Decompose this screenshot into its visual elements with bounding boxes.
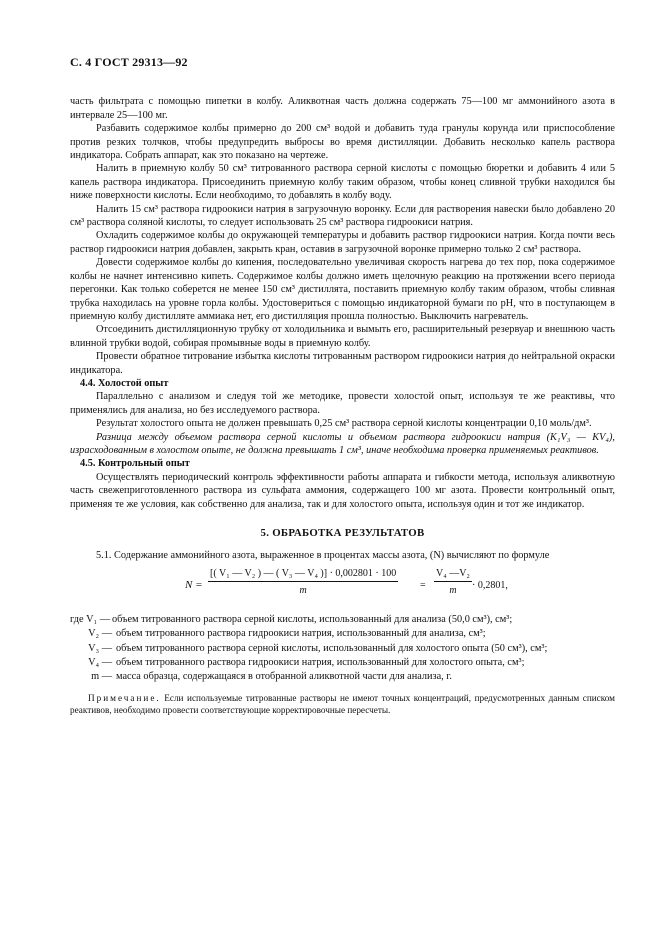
definition-item	[70, 642, 615, 655]
page-header: С. 4 ГОСТ 29313—92	[70, 55, 188, 69]
paragraph: Разбавить содержимое колбы примерно до 200 см³ водой и добавить туда гранулы корунда или приспособление против резких толчков, чтобы предупредить выбросы во время дистилляции. Добавить несколько капель раствора индикатора. Собрать аппарат, как это показано на чертеже.	[70, 123, 615, 162]
definitions-list	[70, 613, 615, 684]
definition-label: V₃ —	[88, 642, 112, 654]
definition-label: m —	[91, 671, 112, 683]
paragraph: Провести обратное титрование избытка кислоты титрованным раствором гидроокиси натрия до нейтральной окраски индикатора.	[70, 351, 615, 376]
paragraph: Довести содержимое колбы до кипения, последовательно увеличивая скорость нагрева до тех пор, пока содержимое колбы не начнет интенсивно кипеть. Содержимое колбы должно иметь щелочную реакцию на протяжении всего периода перегонки. Как только соберется не менее 150 см³ дистиллята, поставить приемную колбу таким образом, чтобы сливная трубка находилась на уровне горла колбы. Удостовериться с помощью индикаторной бумаги по pH, что в поступающем в приемную колбу дистилляте аммиака нет, его дистилляция прошла полностью. Выключить нагреватель.	[70, 257, 615, 322]
formula-equals: =	[420, 579, 426, 591]
definition-item	[70, 627, 615, 640]
paragraph: Налить 15 см³ раствора гидроокиси натрия в загрузочную воронку. Если для растворения навески было добавлено 20 см³ раствора соляной кислоты, то следует использовать 25 см³ раствора гидроокиси натрия.	[70, 203, 615, 229]
definition-text: объем титрованного раствора серной кислоты, использованный для холостого опыта (50 см³), см³;	[116, 642, 548, 654]
paragraph: Отсоединить дистилляционную трубку от холодильника и вымыть его, расширительный резервуар и внешнюю часть влинной трубки водой, собирая промывные воды в приемную колбу.	[70, 324, 615, 349]
definition-text: объем титрованного раствора серной кислоты, использованный для анализа (50,0 см³), см³;	[112, 613, 513, 625]
note-label: Примечание.	[88, 692, 161, 703]
definition-item	[70, 656, 615, 669]
paragraph: Охладить содержимое колбы до окружающей температуры и добавить раствор гидроокиси натрия. Когда почти весь раствор гидроокиси натрия добавлен, закрыть кран, оставив в загрузочной воронке примерно только 2 см³ раствора.	[70, 230, 615, 255]
section-title-5: 5. ОБРАБОТКА РЕЗУЛЬТАТОВ	[260, 527, 425, 539]
note-text: Если используемые титрованные растворы не имеют точных концентраций, предусмотренных данным списком реактивов, необходимо провести соответствующие корректировочные пересчеты.	[70, 692, 615, 716]
definition-label: V₄ —	[88, 657, 112, 669]
paragraph: Налить в приемную колбу 50 см³ титрованного раствора серной кислоты с помощью бюретки и добавить 4 или 5 капель раствора индикатора. Присоединить приемную колбу таким образом, чтобы конец сливной трубки находился бы ниже поверхности кислоты. Если необходимо, то добавлять в колбу воду.	[70, 163, 615, 202]
paragraph: Результат холостого опыта не должен превышать 0,25 см³ раствора серной кислоты концентрации 0,10 моль/дм³.	[96, 418, 592, 430]
paragraph: Параллельно с анализом и следуя той же методике, провести холостой опыт, используя те же реактивы, что применялись для анализа, но без исследуемого раствора.	[70, 391, 615, 416]
paragraph: 5.1. Содержание аммонийного азота, выраженное в процентах массы азота, (N) вычисляют по формуле	[96, 550, 550, 562]
document-page	[70, 56, 615, 716]
subsection-title-4-4: 4.4. Холостой опыт	[80, 377, 169, 389]
paragraph: часть фильтрата с помощью пипетки в колбу. Аликвотная часть должна содержать 75—100 мг аммонийного азота в интервале 25—100 мг.	[70, 96, 615, 121]
formula-tail: · 0,2801,	[472, 579, 508, 591]
paragraph: Осуществлять периодический контроль эффективности работы аппарата и гибкости метода, используя аликвотную часть свежеприготовленного раствора из сульфата аммония, содержащего 100 мг азота. Провести контрольный опыт, применяя те же условия, как собственно для анализа, так и для холостого опыта, используя один и тот же индикатор.	[70, 471, 615, 510]
definition-text: масса образца, содержащаяся в отобранной аликвотной части для анализа, г.	[116, 671, 452, 683]
subsection-title-4-5: 4.5. Контрольный опыт	[80, 458, 190, 470]
italic-paragraph: Разница между объемом раствора серной кислоты и объемом раствора гидроокиси натрия (K₁V₃ — KV₄), израсходованным в холостом опыте, не должна превышать 1 см³, иначе необходима проверка применяемых реактивов.	[70, 431, 615, 456]
formula-denominator-1: m	[299, 585, 307, 597]
formula-fraction-1	[208, 567, 398, 598]
definition-label: где V₁ —	[70, 613, 110, 625]
formula-numerator-2: V₄ —V₂	[434, 567, 472, 582]
formula-numerator-1: [( V₁ — V₂ ) — ( V₃ — V₄ )] · 0,002801 · 100	[208, 567, 398, 582]
note	[70, 692, 615, 716]
definition-text: объем титрованного раствора гидроокиси натрия, использованный для анализа, см³;	[116, 628, 486, 640]
formula-fraction-2	[434, 567, 472, 598]
formula-denominator-2: m	[449, 585, 457, 597]
formula	[70, 567, 615, 607]
formula-lhs: N =	[185, 578, 203, 591]
definition-item	[70, 670, 615, 683]
definition-item	[70, 613, 615, 626]
definition-text: объем титрованного раствора гидроокиси натрия, использованный для холостого опыта, см³;	[116, 657, 525, 669]
definition-label: V₂ —	[88, 628, 112, 640]
